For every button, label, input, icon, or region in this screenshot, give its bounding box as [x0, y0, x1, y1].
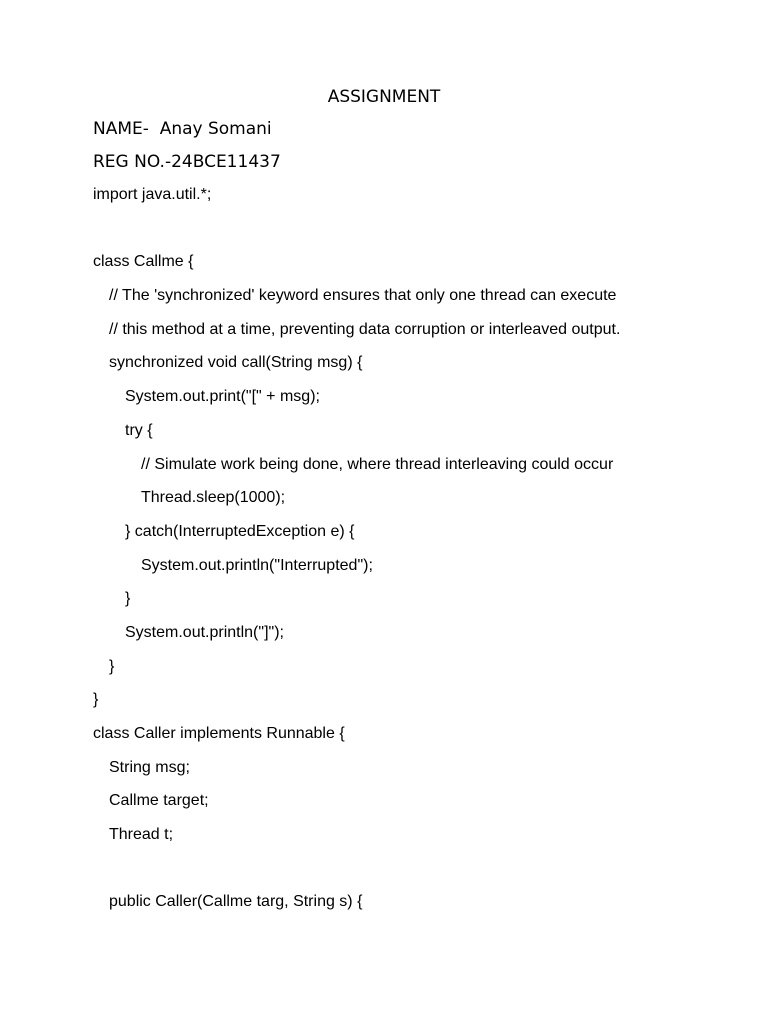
code-line: } [109, 657, 115, 675]
code-line: try { [125, 421, 153, 439]
code-line: } [125, 590, 131, 608]
code-comment-line: // this method at a time, preventing data corruption or interleaved output. [109, 320, 621, 338]
code-line: public Caller(Callme targ, String s) { [109, 893, 363, 911]
code-line: import java.util.*; [93, 186, 212, 203]
code-line-blank [93, 854, 620, 888]
code-line: String msg; [109, 758, 190, 776]
code-listing [93, 180, 620, 921]
code-comment-line: // The 'synchronized' keyword ensures that only one thread can execute [109, 287, 617, 305]
code-line: Thread.sleep(1000); [141, 489, 286, 507]
code-line: class Callme { [93, 253, 194, 271]
code-line: } [93, 691, 99, 709]
student-name-line: NAME- Anay Somani [93, 119, 272, 139]
code-line: System.out.print("[" + msg); [125, 388, 320, 406]
code-comment-line: // Simulate work being done, where thread interleaving could occur [141, 455, 614, 473]
registration-number-line: REG NO.-24BCE11437 [93, 152, 281, 172]
document-title: ASSIGNMENT [327, 87, 441, 107]
code-line: Thread t; [109, 826, 174, 844]
code-line-blank [93, 214, 620, 248]
code-line: System.out.println("]"); [125, 623, 284, 641]
code-line: System.out.println("Interrupted"); [141, 556, 373, 574]
code-line: synchronized void call(String msg) { [109, 354, 363, 372]
code-line: Callme target; [109, 792, 209, 810]
code-line: class Caller implements Runnable { [93, 725, 345, 742]
code-line: } catch(InterruptedException e) { [125, 522, 355, 540]
